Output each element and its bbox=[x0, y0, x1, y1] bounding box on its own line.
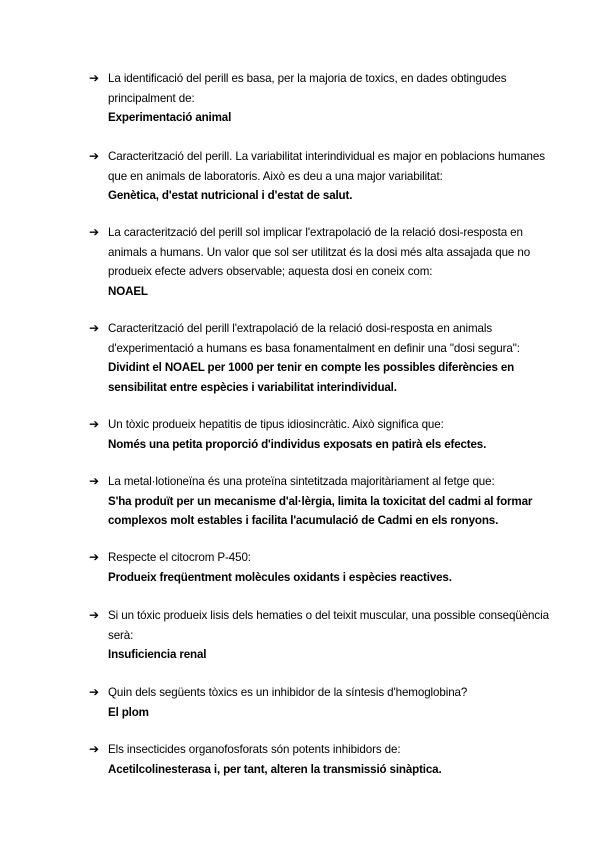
arrow-bullet-icon: ➔ bbox=[89, 742, 100, 756]
arrow-bullet-icon: ➔ bbox=[89, 149, 100, 163]
answer-text: Insuficiencia renal bbox=[108, 648, 207, 661]
arrow-bullet-icon: ➔ bbox=[89, 321, 100, 335]
question-text: La identificació del perill es basa, per la majoria de toxics, en dades obtingudes principalment de: bbox=[108, 72, 507, 105]
question-text: La caracterització del perill sol implicar l'extrapolació de la relació dosi-resposta en animals a humans. Un valor que sol ser utilitzat és la dosi més alta assajada que no produeix efecte advers observable; aquesta dosi en coneix com: bbox=[108, 226, 531, 278]
question-text: Caracterització del perill. La variabilitat interindividual es major en poblacions humanes que en animals de laboratoris. Això es deu a una major variabilitat: bbox=[108, 150, 545, 183]
question-text: Quin dels següents tòxics es un inhibidor de la síntesis d'hemoglobina? bbox=[108, 686, 468, 699]
question-item-9 bbox=[89, 683, 559, 722]
answer-text: Experimentació animal bbox=[108, 111, 232, 124]
question-text: Si un tóxic produeix lisis dels hematies o del teixit muscular, una possible conseqüència serà: bbox=[108, 609, 549, 642]
answer-text: Acetilcolinesterasa i, per tant, alteren la transmissió sinàptica. bbox=[108, 762, 442, 776]
question-item-6 bbox=[89, 472, 559, 531]
question-item-2 bbox=[89, 147, 559, 206]
question-text: Respecte el citocrom P-450: bbox=[108, 551, 251, 564]
question-item-3 bbox=[89, 223, 559, 301]
question-text: La metal·lotioneïna és una proteïna sintetitzada majoritàriament al fetge que: bbox=[108, 475, 495, 488]
answer-text: El plom bbox=[108, 705, 149, 719]
answer-text: S'ha produït per un mecanisme d'al·lèrgia, limita la toxicitat del cadmi al formar complexos molt estables i facilita l'acumulació de Cadmi en els ronyons. bbox=[108, 494, 533, 527]
question-item-8 bbox=[89, 606, 559, 665]
arrow-bullet-icon: ➔ bbox=[89, 608, 100, 622]
arrow-bullet-icon: ➔ bbox=[89, 550, 100, 564]
arrow-bullet-icon: ➔ bbox=[89, 685, 100, 699]
question-item-7 bbox=[89, 548, 559, 587]
arrow-bullet-icon: ➔ bbox=[89, 417, 100, 431]
question-item-5 bbox=[89, 415, 559, 454]
arrow-bullet-icon: ➔ bbox=[89, 71, 100, 85]
answer-text: Dividint el NOAEL per 1000 per tenir en compte les possibles diferències en sensibilitat entre espècies i variabilitat interindividual. bbox=[108, 361, 515, 394]
question-text: Caracterització del perill l'extrapolació de la relació dosi-resposta en animals d'experimentació a humans es basa fonamentalment en definir una "dosi segura": bbox=[108, 322, 520, 355]
answer-text: Genètica, d'estat nutricional i d'estat de salut. bbox=[108, 189, 353, 202]
arrow-bullet-icon: ➔ bbox=[89, 225, 100, 239]
question-item-4 bbox=[89, 319, 559, 397]
answer-text: NOAEL bbox=[108, 284, 148, 298]
question-text: Els insecticides organofosforats són potents inhibidors de: bbox=[108, 743, 401, 756]
question-item-10 bbox=[89, 740, 559, 779]
answer-text: Només una petita proporció d'individus exposats en patirà els efectes. bbox=[108, 437, 487, 451]
question-text: Un tòxic produeix hepatitis de tipus idiosincràtic. Això significa que: bbox=[108, 418, 444, 431]
arrow-bullet-icon: ➔ bbox=[89, 474, 100, 488]
question-item-1 bbox=[89, 69, 559, 128]
answer-text: Produeix freqüentment molècules oxidants i espècies reactives. bbox=[108, 570, 452, 584]
